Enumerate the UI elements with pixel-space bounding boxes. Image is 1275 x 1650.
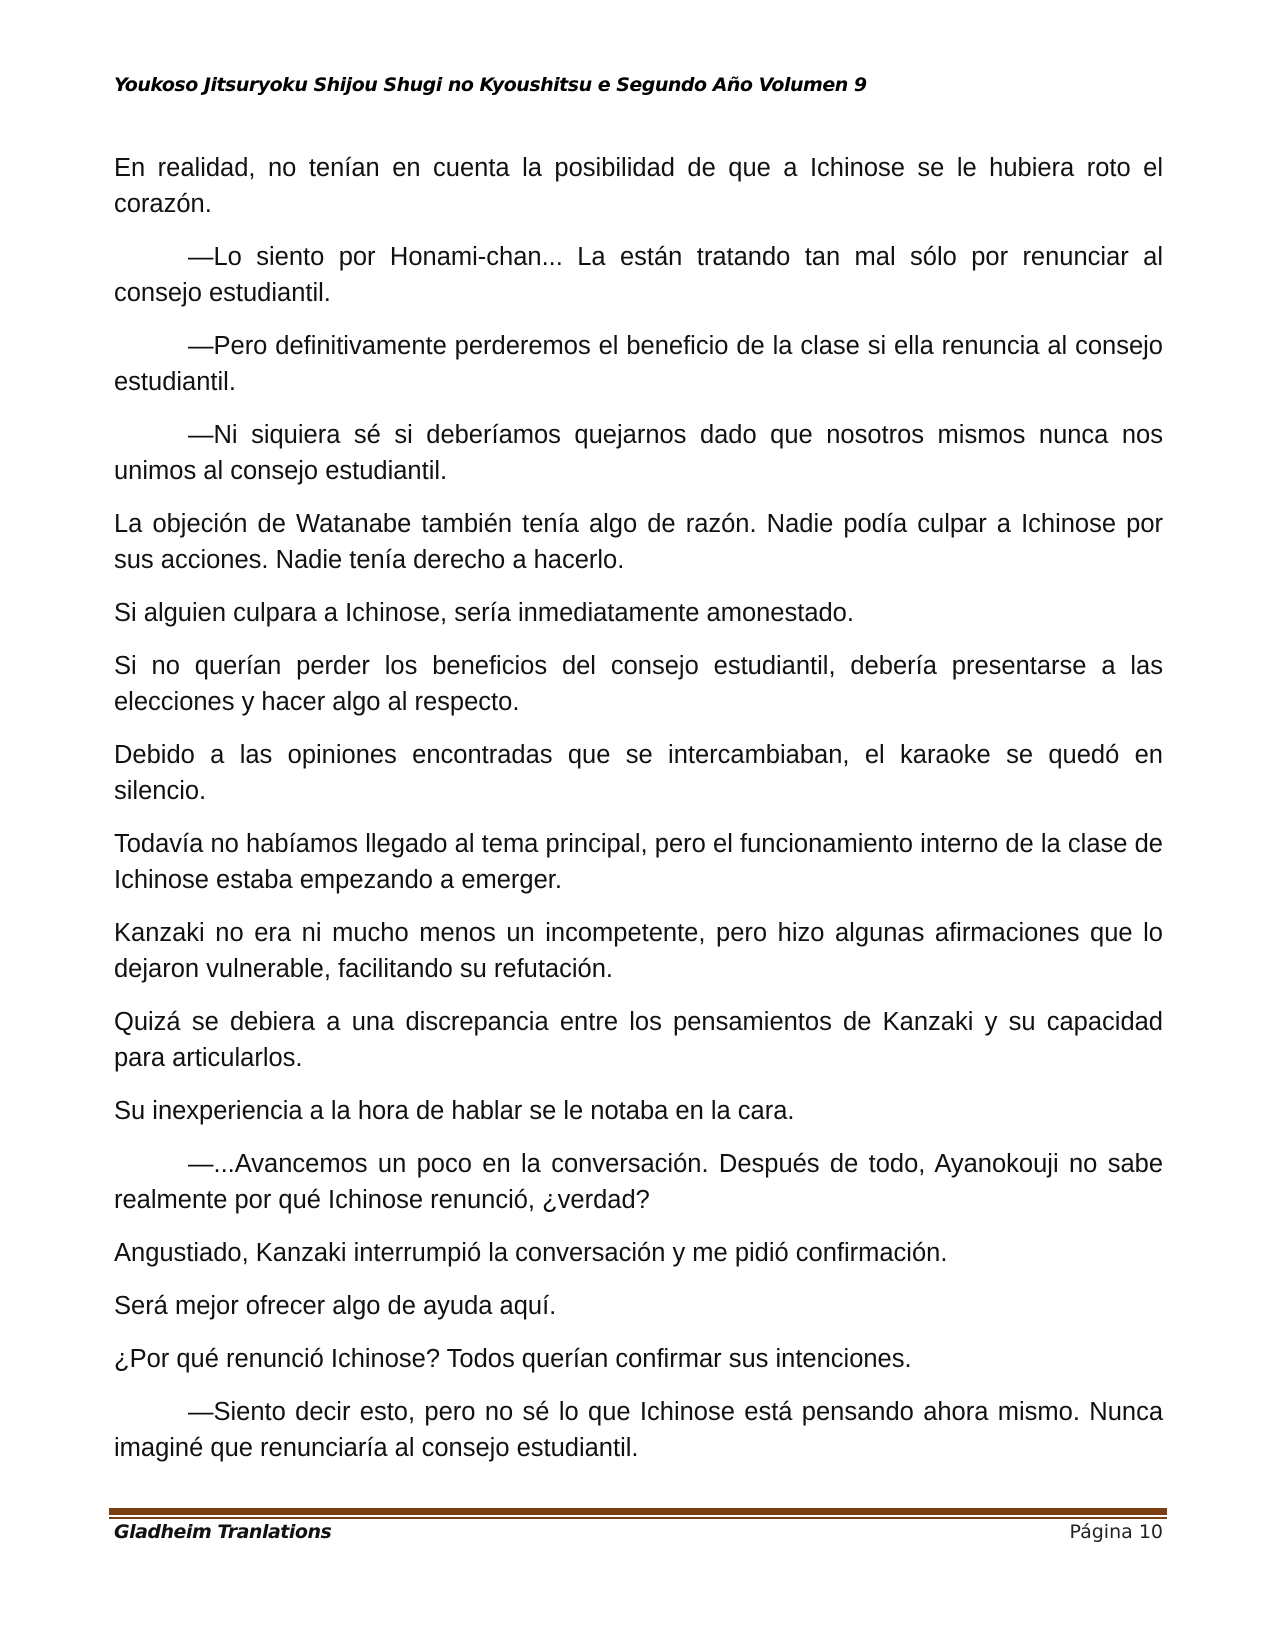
paragraph: Debido a las opiniones encontradas que se intercambiaban, el karaoke se quedó en silencio. [114, 741, 1163, 805]
paragraph: Kanzaki no era ni mucho menos un incompetente, pero hizo algunas afirmaciones que lo dejaron vulnerable, facilitando su refutación. [114, 919, 1163, 983]
paragraph: Será mejor ofrecer algo de ayuda aquí. [114, 1292, 557, 1320]
paragraph: ¿Por qué renunció Ichinose? Todos querían confirmar sus intenciones. [114, 1345, 912, 1373]
dialogue-paragraph: —...Avancemos un poco en la conversación. Después de todo, Ayanokouji no sabe realmente por qué Ichinose renunció, ¿verdad? [114, 1150, 1163, 1214]
dialogue-paragraph: —Siento decir esto, pero no sé lo que Ichinose está pensando ahora mismo. Nunca imaginé que renunciaría al consejo estudiantil. [114, 1398, 1163, 1462]
footer-rule-thin [109, 1517, 1167, 1519]
paragraph: Todavía no habíamos llegado al tema principal, pero el funcionamiento interno de la clase de Ichinose estaba empezando a emerger. [114, 830, 1163, 894]
dialogue-paragraph: —Ni siquiera sé si deberíamos quejarnos dado que nosotros mismos nunca nos unimos al consejo estudiantil. [114, 421, 1163, 485]
page-label: Página [1069, 1521, 1133, 1543]
paragraph: En realidad, no tenían en cuenta la posibilidad de que a Ichinose se le hubiera roto el corazón. [114, 154, 1163, 218]
footer-translator: Gladheim Tranlations [114, 1521, 332, 1543]
running-header: Youkoso Jitsuryoku Shijou Shugi no Kyoushitsu e Segundo Año Volumen 9 [114, 74, 867, 96]
dialogue-paragraph: —Pero definitivamente perderemos el beneficio de la clase si ella renuncia al consejo estudiantil. [114, 332, 1163, 396]
paragraph: Si alguien culpara a Ichinose, sería inmediatamente amonestado. [114, 599, 854, 627]
paragraph: Angustiado, Kanzaki interrumpió la conversación y me pidió confirmación. [114, 1239, 948, 1267]
paragraph: Su inexperiencia a la hora de hablar se le notaba en la cara. [114, 1097, 795, 1125]
paragraph: Si no querían perder los beneficios del consejo estudiantil, debería presentarse a las elecciones y hacer algo al respecto. [114, 652, 1163, 716]
paragraph: Quizá se debiera a una discrepancia entre los pensamientos de Kanzaki y su capacidad para articularlos. [114, 1008, 1163, 1072]
body-text [114, 150, 1163, 1483]
paragraph: La objeción de Watanabe también tenía algo de razón. Nadie podía culpar a Ichinose por sus acciones. Nadie tenía derecho a hacerlo. [114, 510, 1163, 574]
page-number-value: 10 [1138, 1521, 1163, 1543]
footer-rule-thick [109, 1508, 1167, 1515]
dialogue-paragraph: —Lo siento por Honami-chan... La están tratando tan mal sólo por renunciar al consejo estudiantil. [114, 243, 1163, 307]
page-number [1069, 1521, 1163, 1543]
